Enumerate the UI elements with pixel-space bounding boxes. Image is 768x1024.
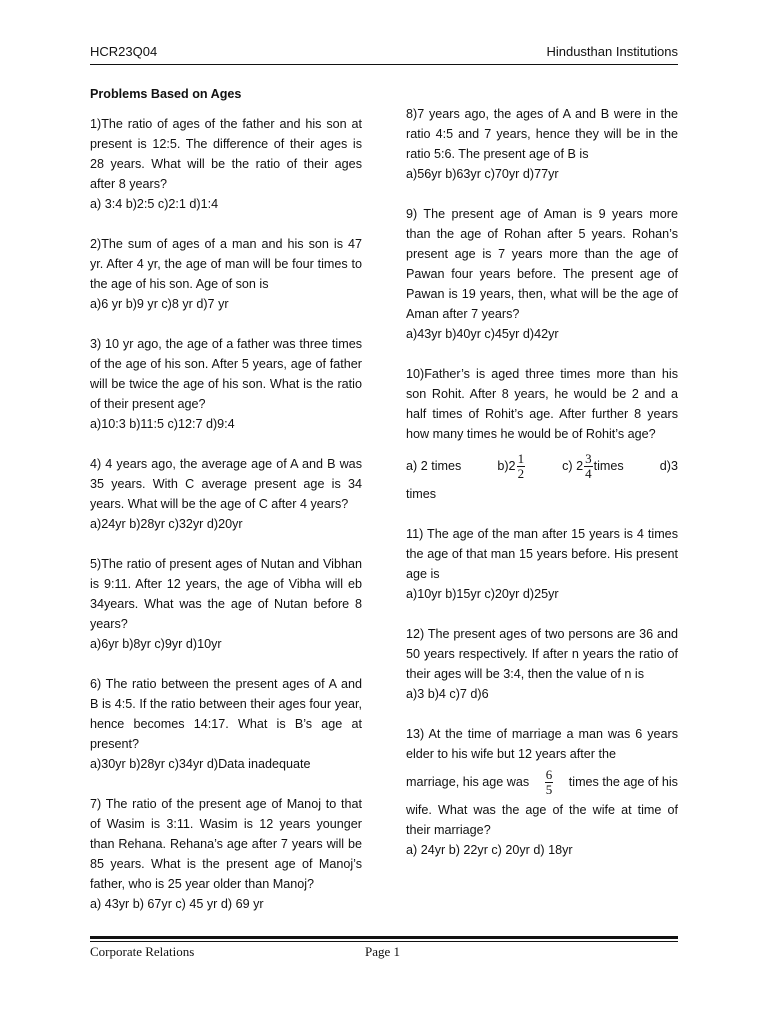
page-title: Problems Based on Ages — [90, 87, 242, 101]
question-text-fraction-line: marriage, his age was $\frac{6}{5}$ times the age of his — [406, 766, 678, 797]
right-column — [406, 104, 678, 880]
option-b: b)2 $\frac{1}{2}$ — [497, 451, 525, 482]
question-text: 1)The ratio of ages of the father and his son at present is 12:5. The difference of their ages is 28 years. What will be the ratio of their ages after 8 years? — [90, 117, 362, 191]
question-options: a)10:3 b)11:5 c)12:7 d)9:4 — [90, 417, 235, 431]
question-text: 4) 4 years ago, the average age of A and B was 35 years. With C average present age is 34 years. What will be the age of C after 4 years? — [90, 457, 362, 511]
question-options: a)10yr b)15yr c)20yr d)25yr — [406, 587, 559, 601]
question-text: 7) The ratio of the present age of Manoj to that of Wasim is 3:11. Wasim is 12 years younger than Rehana. Rehana’s age after 7 years will be 85 years. What is the present age of Manoj’s father, who is 25 year older than Manoj? — [90, 797, 362, 891]
fraction: $\frac{3}{4}$ — [585, 451, 592, 482]
question-4 — [90, 454, 362, 534]
doc-code: HCR23Q04 — [90, 44, 158, 59]
option-d-tail: times — [406, 487, 437, 501]
question-12 — [406, 624, 678, 704]
question-8 — [406, 104, 678, 184]
question-text: 6) The ratio between the present ages of A and B is 4:5. If the ratio between their ages four year, hence becomes 14:17. What is B’s age at present? — [90, 677, 362, 751]
question-options — [406, 448, 678, 484]
question-2 — [90, 234, 362, 314]
option-a: a) 2 times — [406, 459, 462, 473]
question-7 — [90, 794, 362, 914]
question-text: 9) The present age of Aman is 9 years more than the age of Rohan after 5 years. Rohan’s present age is 7 years more than the age of Pawan four years before. The present age of Pawan is 19 years, then, what will be the age of Aman after 7 years? — [406, 207, 678, 321]
left-column — [90, 84, 362, 934]
page-header — [90, 44, 678, 59]
question-5 — [90, 554, 362, 654]
question-options: a)30yr b)28yr c)34yr d)Data inadequate — [90, 757, 311, 771]
institution-name: Hindusthan Institutions — [546, 44, 678, 59]
question-3 — [90, 334, 362, 434]
fraction: $\frac{1}{2}$ — [517, 451, 525, 482]
question-text: 2)The sum of ages of a man and his son is 47 yr. After 4 yr, the age of man will be four times to the age of his son. Age of son is — [90, 237, 362, 291]
page-number: Page 1 — [365, 944, 401, 959]
question-text: 8)7 years ago, the ages of A and B were in the ratio 4:5 and 7 years, hence they will be in the ratio 5:6. The present age of B is — [406, 107, 678, 161]
question-options: a)6 yr b)9 yr c)8 yr d)7 yr — [90, 297, 229, 311]
question-text: 13) At the time of marriage a man was 6 years elder to his wife but 12 years after the — [406, 727, 678, 761]
question-options: a)43yr b)40yr c)45yr d)42yr — [406, 327, 559, 341]
question-options: a)3 b)4 c)7 d)6 — [406, 687, 489, 701]
footer-label: Corporate Relations — [90, 944, 195, 959]
question-6 — [90, 674, 362, 774]
option-c: c) 2 $\frac{3}{4}$ times — [562, 451, 624, 482]
question-options: a) 3:4 b)2:5 c)2:1 d)1:4 — [90, 197, 219, 211]
question-options: a)6yr b)8yr c)9yr d)10yr — [90, 637, 222, 651]
question-options: a) 43yr b) 67yr c) 45 yr d) 69 yr — [90, 897, 264, 911]
question-text: 5)The ratio of present ages of Nutan and Vibhan is 9:11. After 12 years, the age of Vibha will eb 34years. What was the age of Nutan before 8 years? — [90, 557, 362, 631]
question-1 — [90, 114, 362, 214]
footer-rule — [90, 936, 678, 939]
question-text: wife. What was the age of the wife at time of their marriage? — [406, 803, 678, 837]
question-text: 11) The age of the man after 15 years is 4 times the age of that man 15 years before. His present age is — [406, 527, 678, 581]
question-options: a)24yr b)28yr c)32yr d)20yr — [90, 517, 243, 531]
question-10 — [406, 364, 678, 504]
question-text: 3) 10 yr ago, the age of a father was three times of the age of his son. After 5 years, age of father will be twice the age of his son. What is the ratio of their present age? — [90, 337, 362, 411]
header-rule — [90, 64, 678, 65]
option-d: d)3 — [659, 459, 678, 473]
fraction: $\frac{6}{5}$ — [545, 766, 553, 797]
question-11 — [406, 524, 678, 604]
question-9 — [406, 204, 678, 344]
footer-rule-thin — [90, 941, 678, 942]
question-options: a) 24yr b) 22yr c) 20yr d) 18yr — [406, 843, 573, 857]
question-text: 10)Father’s is aged three times more than his son Rohit. After 8 years, he would be 2 and a half times of Rohit’s age. After further 8 years how many times he would be of Rohit’s age? — [406, 367, 678, 441]
question-13 — [406, 724, 678, 860]
question-options: a)56yr b)63yr c)70yr d)77yr — [406, 167, 559, 181]
question-text: 12) The present ages of two persons are 36 and 50 years respectively. If after n years the ratio of their ages will be 3:4, then the value of n is — [406, 627, 678, 681]
